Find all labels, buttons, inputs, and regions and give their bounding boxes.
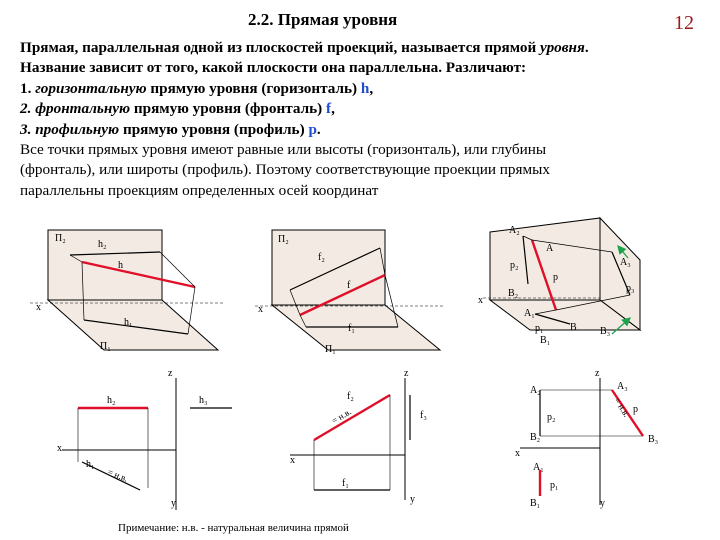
list-item-profile: 3. профильную прямую уровня (профиль) p. (20, 120, 321, 138)
epure-frontal (290, 368, 427, 505)
label-f1: f₁ (348, 323, 355, 334)
diagram-profile-3d (478, 218, 640, 346)
para-line-2: (фронталь), или широты (профиль). Поэтому соответствующие проекции прямых (20, 161, 550, 179)
label-P1: П₁ (325, 344, 336, 355)
label-nv: = н.в. (329, 406, 353, 426)
slide-title: 2.2. Прямая уровня (248, 10, 398, 29)
label-x: x (36, 302, 41, 313)
label-nv: = н.в. (612, 395, 632, 419)
label-y: y (410, 494, 415, 505)
label-B: B (570, 322, 577, 333)
label-A1: A₁ (533, 462, 544, 473)
label-h1: h₁ (86, 459, 95, 470)
label-p2: p₂ (510, 260, 519, 271)
epure-horizontal (57, 368, 232, 510)
epure-profile (515, 368, 658, 509)
label-A2: A₂ (530, 385, 541, 396)
label-h1: h₁ (124, 317, 133, 328)
label-x: x (258, 304, 263, 315)
label-z: z (168, 368, 173, 379)
label-h2: h₂ (98, 239, 107, 250)
label-h3: h₃ (199, 395, 208, 406)
label-y: y (171, 498, 176, 509)
list-item-frontal: 2. фронтальную прямую уровня (фронталь) f, (20, 100, 335, 118)
text-line-1: Прямая, параллельная одной из плоскостей проекций, называется прямой уровня. (20, 39, 589, 56)
para-line-3: параллельны проекциям определенных осей координат (20, 181, 379, 199)
label-z: z (595, 368, 600, 379)
footnote: Примечание: н.в. - натуральная величина прямой (118, 522, 349, 534)
label-h2: h₂ (107, 395, 116, 406)
label-f2: f₂ (347, 391, 354, 402)
diagram-horizontal-3d (30, 230, 225, 352)
label-y: y (600, 498, 605, 509)
label-B1: B₁ (530, 498, 541, 509)
label-p: p (633, 404, 638, 415)
label-p1: p₁ (535, 323, 544, 334)
label-p1: p₁ (550, 480, 559, 491)
list-item-horizontal: 1. горизонтальную прямую уровня (горизонталь) h, (20, 79, 374, 97)
label-B1: B₁ (540, 335, 551, 346)
label-f: f (347, 280, 351, 291)
label-p: p (553, 272, 558, 283)
label-p3: p₃ (626, 283, 635, 294)
label-z: z (404, 368, 409, 379)
label-A3: A₃ (617, 381, 628, 392)
text-line-2: Название зависит от того, какой плоскости она параллельна. Различают: (20, 59, 527, 77)
label-A3: A₃ (620, 257, 631, 268)
label-B3: B₃ (648, 434, 659, 445)
label-B2: B₂ (508, 288, 519, 299)
label-x: x (57, 443, 62, 454)
label-f1: f₁ (342, 478, 349, 489)
label-P2: П₂ (278, 234, 289, 245)
label-f2: f₂ (318, 252, 325, 263)
label-x: x (478, 295, 483, 306)
label-h: h (118, 260, 123, 271)
label-x: x (290, 455, 295, 466)
label-A1: A₁ (524, 308, 535, 319)
para-line-1: Все точки прямых уровня имеют равные или высоты (горизонталь), или глубины (20, 141, 547, 159)
label-nv: = н.в. (106, 466, 130, 484)
label-P1: П₁ (100, 341, 111, 352)
label-P2: П₂ (55, 233, 66, 244)
diagram-frontal-3d (255, 230, 445, 355)
label-p2: p₂ (547, 412, 556, 423)
page-number: 12 (674, 12, 694, 34)
label-f3: f₃ (420, 410, 427, 421)
label-B3: B₃ (600, 326, 611, 337)
label-A: A (546, 243, 554, 254)
label-x: x (515, 448, 520, 459)
label-B2: B₂ (530, 432, 541, 443)
label-A2: A₂ (509, 225, 520, 236)
